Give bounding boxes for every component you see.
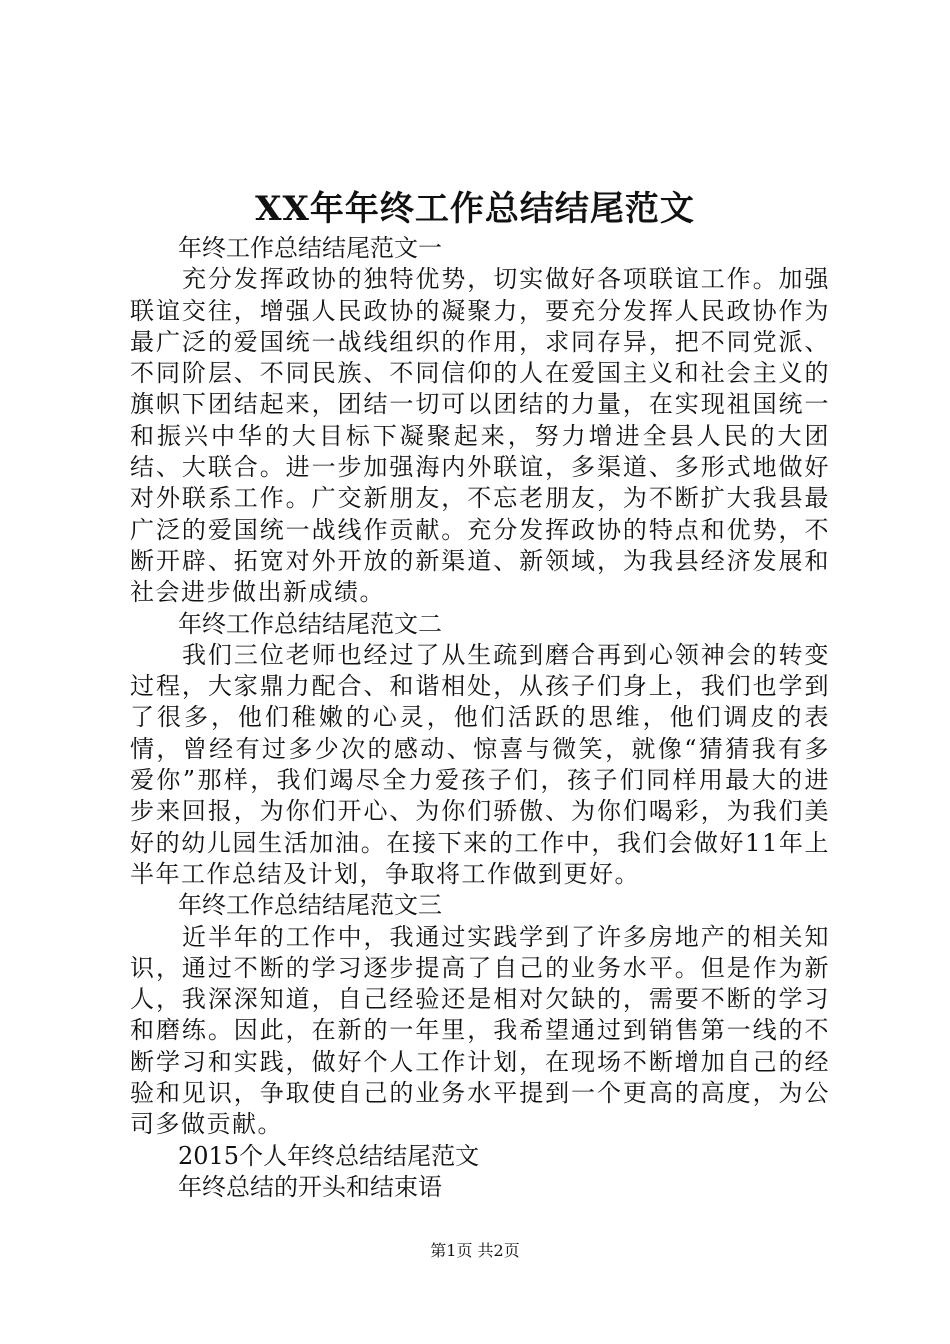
document-body — [130, 233, 830, 1203]
section-1 — [130, 233, 830, 609]
section-heading: 年终工作总结结尾范文一 — [178, 234, 442, 262]
section-paragraph: 充分发挥政协的独特优势，切实做好各项联谊工作。加强联谊交往，增强人民政协的凝聚力，要充分发挥人民政协作为最广泛的爱国统一战线组织的作用，求同存异，把不同党派、不同阶层、不同民族、不同信仰的人在爱国主义和社会主义的旗帜下团结起来，团结一切可以团结的力量，在实现祖国统一和振兴中华的大目标下凝聚起来，努力增进全县人民的大团结、大联合。进一步加强海内外联谊，多渠道、多形式地做好对外联系工作。广交新朋友，不忘老朋友，为不断扩大我县最广泛的爱国统一战线作贡献。充分发挥政协的特点和优势，不断开辟、拓宽对外开放的新渠道、新领域，为我县经济发展和社会进步做出新成绩。 — [130, 265, 830, 607]
document-title: XX年年终工作总结结尾范文 — [255, 189, 695, 229]
related-item: 2015个人年终总结结尾范文 — [178, 1141, 480, 1170]
section-3 — [130, 890, 830, 1140]
section-paragraph: 近半年的工作中，我通过实践学到了许多房地产的相关知识，通过不断的学习逐步提高了自己的业务水平。但是作为新人，我深深知道，自己经验还是相对欠缺的，需要不断的学习和磨练。因此，在新的一年里，我希望通过到销售第一线的不断学习和实践，做好个人工作计划，在现场不断增加自己的经验和见识，争取使自己的业务水平提到一个更高的高度，为公司多做贡献。 — [130, 922, 830, 1139]
section-heading: 年终工作总结结尾范文三 — [178, 891, 442, 920]
related-item: 年终总结的开头和结束语 — [178, 1172, 442, 1201]
section-2 — [130, 609, 830, 891]
section-heading: 年终工作总结结尾范文二 — [178, 609, 442, 638]
related-list — [130, 1141, 830, 1204]
page-footer: 第1页 共2页 — [430, 1241, 520, 1260]
section-paragraph: 我们三位老师也经过了从生疏到磨合再到心领神会的转变过程，大家鼎力配合、和谐相处，从孩子们身上，我们也学到了很多，他们稚嫩的心灵，他们活跃的思维，他们调皮的表情，曾经有过多少次的感动、惊喜与微笑，就像“猜猜我有多爱你”那样，我们竭尽全力爱孩子们，孩子们同样用最大的进步来回报，为你们开心、为你们骄傲、为你们喝彩，为我们美好的幼儿园生活加油。在接下来的工作中，我们会做好11年上半年工作总结及计划，争取将工作做到更好。 — [130, 640, 830, 888]
